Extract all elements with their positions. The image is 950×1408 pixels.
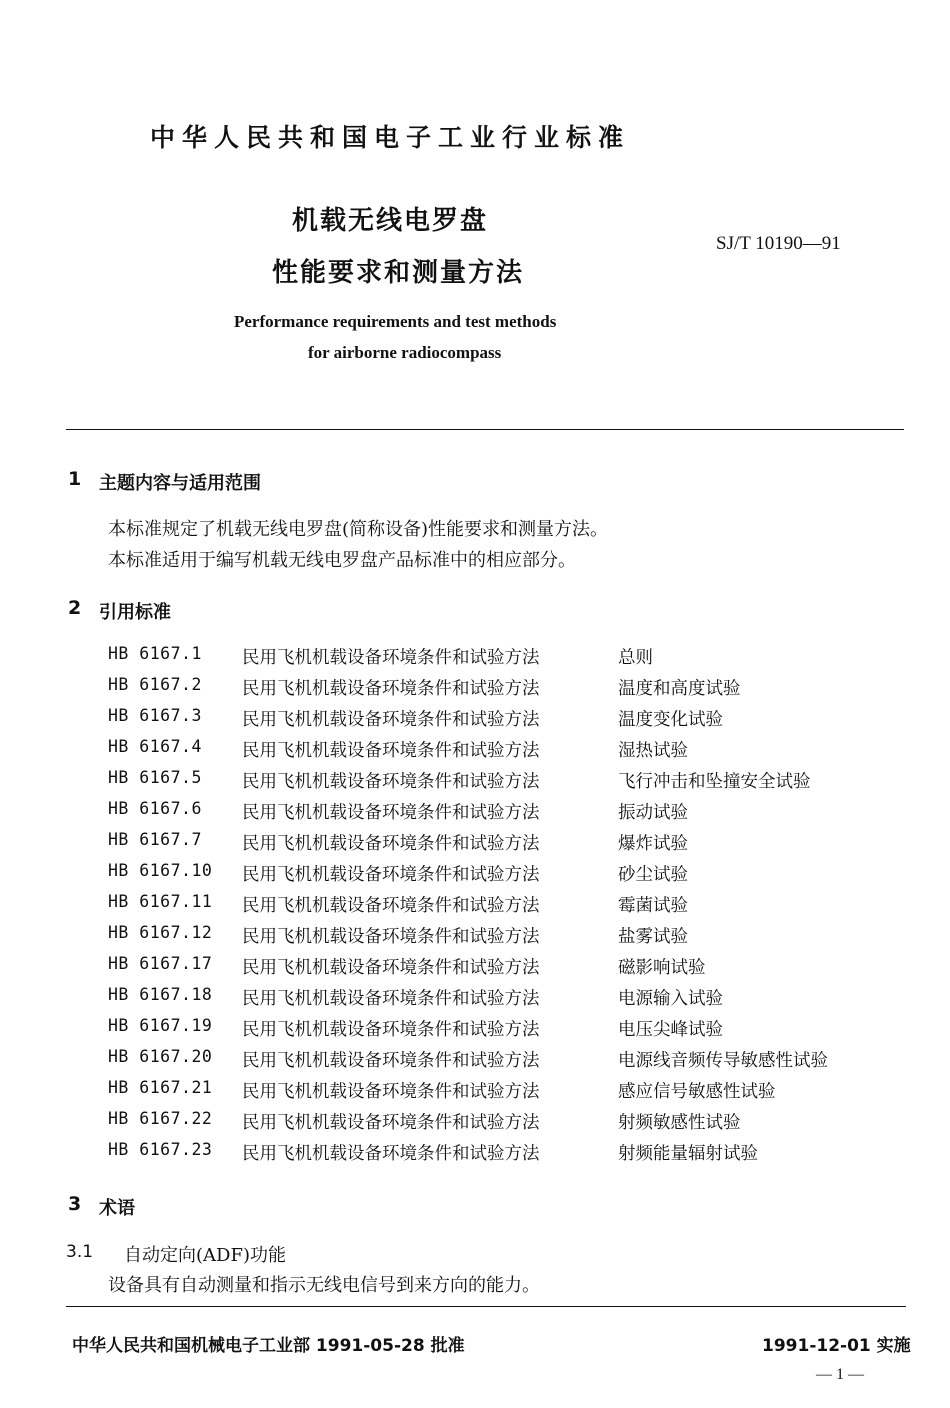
reference-test: 感应信号敏感性试验 <box>618 1082 776 1102</box>
reference-name: 民用飞机机载设备环境条件和试验方法 <box>242 1082 540 1102</box>
reference-test: 湿热试验 <box>618 741 688 761</box>
section-1-paragraph-1: 本标准规定了机载无线电罗盘(简称设备)性能要求和测量方法。 <box>108 519 609 540</box>
reference-test: 飞行冲击和坠撞安全试验 <box>618 772 811 792</box>
section-1-number: 1 <box>68 468 82 490</box>
implementation-date: 1991-12-01 实施 <box>762 1336 911 1356</box>
footer-divider <box>66 1306 906 1307</box>
reference-code: HB 6167.11 <box>108 892 213 911</box>
reference-code: HB 6167.6 <box>108 799 202 818</box>
reference-name: 民用飞机机载设备环境条件和试验方法 <box>242 865 540 885</box>
reference-name: 民用飞机机载设备环境条件和试验方法 <box>242 1113 540 1133</box>
section-1-paragraph-2: 本标准适用于编写机载无线电罗盘产品标准中的相应部分。 <box>108 550 576 571</box>
reference-name: 民用飞机机载设备环境条件和试验方法 <box>242 989 540 1009</box>
reference-code: HB 6167.22 <box>108 1109 213 1128</box>
reference-name: 民用飞机机载设备环境条件和试验方法 <box>242 741 540 761</box>
page-number: — 1 — <box>816 1366 864 1383</box>
reference-name: 民用飞机机载设备环境条件和试验方法 <box>242 679 540 699</box>
reference-code: HB 6167.20 <box>108 1047 213 1066</box>
reference-code: HB 6167.19 <box>108 1016 213 1035</box>
reference-name: 民用飞机机载设备环境条件和试验方法 <box>242 1051 540 1071</box>
reference-test: 电源输入试验 <box>618 989 723 1009</box>
subsection-3-1-title: 自动定向(ADF)功能 <box>124 1245 286 1266</box>
reference-test: 温度变化试验 <box>618 710 723 730</box>
reference-test: 爆炸试验 <box>618 834 688 854</box>
reference-name: 民用飞机机载设备环境条件和试验方法 <box>242 958 540 978</box>
section-1-title: 主题内容与适用范围 <box>99 473 261 494</box>
reference-code: HB 6167.10 <box>108 861 213 880</box>
reference-code: HB 6167.4 <box>108 737 202 756</box>
reference-code: HB 6167.7 <box>108 830 202 849</box>
section-2-number: 2 <box>68 597 82 619</box>
reference-test: 温度和高度试验 <box>618 679 741 699</box>
reference-name: 民用飞机机载设备环境条件和试验方法 <box>242 1144 540 1164</box>
reference-test: 电压尖峰试验 <box>618 1020 723 1040</box>
reference-test: 总则 <box>618 648 653 668</box>
standard-code: SJ/T 10190—91 <box>716 233 841 254</box>
reference-code: HB 6167.17 <box>108 954 213 973</box>
reference-name: 民用飞机机载设备环境条件和试验方法 <box>242 648 540 668</box>
reference-name: 民用飞机机载设备环境条件和试验方法 <box>242 896 540 916</box>
reference-name: 民用飞机机载设备环境条件和试验方法 <box>242 834 540 854</box>
document-title-line2: 性能要求和测量方法 <box>272 258 525 288</box>
reference-name: 民用飞机机载设备环境条件和试验方法 <box>242 772 540 792</box>
reference-name: 民用飞机机载设备环境条件和试验方法 <box>242 710 540 730</box>
reference-test: 电源线音频传导敏感性试验 <box>618 1051 828 1071</box>
reference-code: HB 6167.1 <box>108 644 202 663</box>
reference-test: 振动试验 <box>618 803 688 823</box>
reference-name: 民用飞机机载设备环境条件和试验方法 <box>242 803 540 823</box>
reference-test: 霉菌试验 <box>618 896 688 916</box>
approval-statement: 中华人民共和国机械电子工业部 1991-05-28 批准 <box>72 1336 465 1356</box>
header-divider <box>66 429 904 430</box>
section-2-title: 引用标准 <box>99 602 171 623</box>
reference-test: 砂尘试验 <box>618 865 688 885</box>
reference-name: 民用飞机机载设备环境条件和试验方法 <box>242 1020 540 1040</box>
reference-code: HB 6167.2 <box>108 675 202 694</box>
reference-name: 民用飞机机载设备环境条件和试验方法 <box>242 927 540 947</box>
section-3-title: 术语 <box>99 1198 135 1219</box>
subsection-3-1-number: 3.1 <box>66 1242 94 1262</box>
reference-code: HB 6167.23 <box>108 1140 213 1159</box>
reference-code: HB 6167.18 <box>108 985 213 1004</box>
reference-test: 射频敏感性试验 <box>618 1113 741 1133</box>
english-title-line2: for airborne radiocompass <box>308 343 502 362</box>
document-title-line1: 机载无线电罗盘 <box>292 206 489 236</box>
english-title-line1: Performance requirements and test methods <box>234 312 557 331</box>
section-3-number: 3 <box>68 1193 82 1215</box>
reference-test: 射频能量辐射试验 <box>618 1144 758 1164</box>
reference-test: 盐雾试验 <box>618 927 688 947</box>
standard-body-title: 中华人民共和国电子工业行业标准 <box>150 123 631 152</box>
reference-code: HB 6167.12 <box>108 923 213 942</box>
reference-code: HB 6167.3 <box>108 706 202 725</box>
reference-code: HB 6167.5 <box>108 768 202 787</box>
reference-code: HB 6167.21 <box>108 1078 213 1097</box>
reference-test: 磁影响试验 <box>618 958 706 978</box>
subsection-3-1-paragraph: 设备具有自动测量和指示无线电信号到来方向的能力。 <box>108 1275 540 1296</box>
